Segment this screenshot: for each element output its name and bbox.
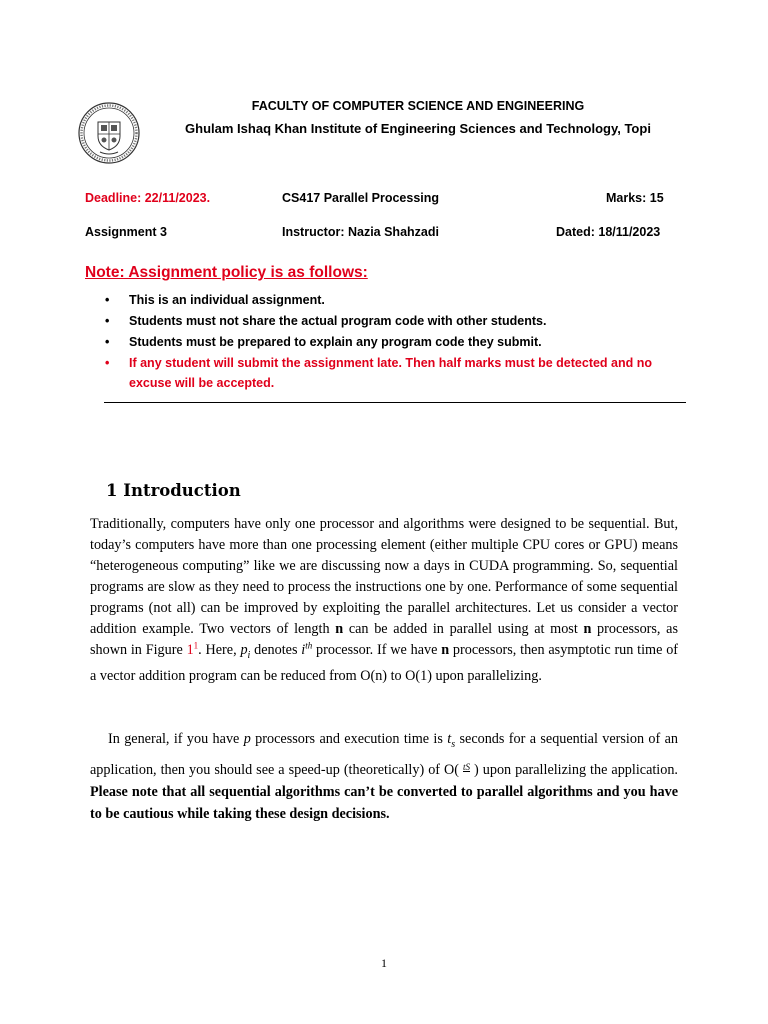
speedup-paragraph: In general, if you have p processors and execution time is $t_s$ seconds for a sequential version of an application, then you should see a speed-up (theoretically) of O( tS ) upon parallelizing the application. Please note that all sequential algorithms can’t be converted to parallel algorithms and you have to be cautious while taking these design decisions. <box>90 731 678 822</box>
caution-note: Please note that all sequential algorithms can’t be converted to parallel algorithms and you have to be cautious while taking these design decisions. <box>90 783 678 822</box>
bullet-icon: • <box>105 335 110 349</box>
footnote-marker[interactable]: 1 <box>193 640 199 651</box>
section-heading: 1 Introduction <box>106 481 241 500</box>
deadline: Deadline: 22/11/2023. <box>85 191 211 205</box>
policy-list <box>105 290 690 393</box>
list-item: • Students must not share the actual program code with other students. <box>105 311 690 332</box>
assignment-number: Assignment 3 <box>85 225 167 239</box>
dated: Dated: 18/11/2023 <box>556 225 661 239</box>
figure-reference-link[interactable]: 1 <box>186 642 194 658</box>
bullet-icon: • <box>105 293 110 307</box>
bullet-icon: • <box>105 356 110 370</box>
bullet-icon: • <box>105 314 110 328</box>
speedup-fraction: tS <box>463 761 471 772</box>
institute-seal-logo <box>78 102 140 164</box>
institute-heading: Ghulam Ishaq Khan Institute of Engineering Sciences and Technology, Topi <box>185 121 651 136</box>
list-item-late-policy: • If any student will submit the assignment late. Then half marks must be detected and no excuse will be accepted. <box>105 353 690 393</box>
marks: Marks: 15 <box>606 191 664 205</box>
intro-paragraph: Traditionally, computers have only one processor and algorithms were designed to be sequential. But, today’s computers have more than one processing element (either multiple CPU cores or GPU) means “heterogeneous computing” like we are discussing now a days in CUDA programming. So, sequential programs are slow as they need to process the instructions one by one. Performance of some sequential programs (not all) can be improved by exploiting the parallel architectures. Let us consider a vector addition example. Two vectors of length n can be added in parallel using at most n processors, as shown in Figure $1^1$. Here, $p_i$ denotes $i^{th}$ processor. If we have n processors, then asymptotic run time of a vector addition program can be reduced from O(n) to O(1) upon parallelizing. <box>90 516 679 684</box>
instructor: Instructor: Nazia Shahzadi <box>282 225 439 239</box>
course-title: CS417 Parallel Processing <box>282 191 440 205</box>
page-number: 1 <box>381 956 387 970</box>
divider <box>104 402 686 403</box>
policy-note-heading: Note: Assignment policy is as follows: <box>85 264 368 281</box>
list-item: • This is an individual assignment. <box>105 290 690 311</box>
list-item: • Students must be prepared to explain any program code they submit. <box>105 332 690 353</box>
faculty-heading: FACULTY OF COMPUTER SCIENCE AND ENGINEERING <box>251 99 585 113</box>
